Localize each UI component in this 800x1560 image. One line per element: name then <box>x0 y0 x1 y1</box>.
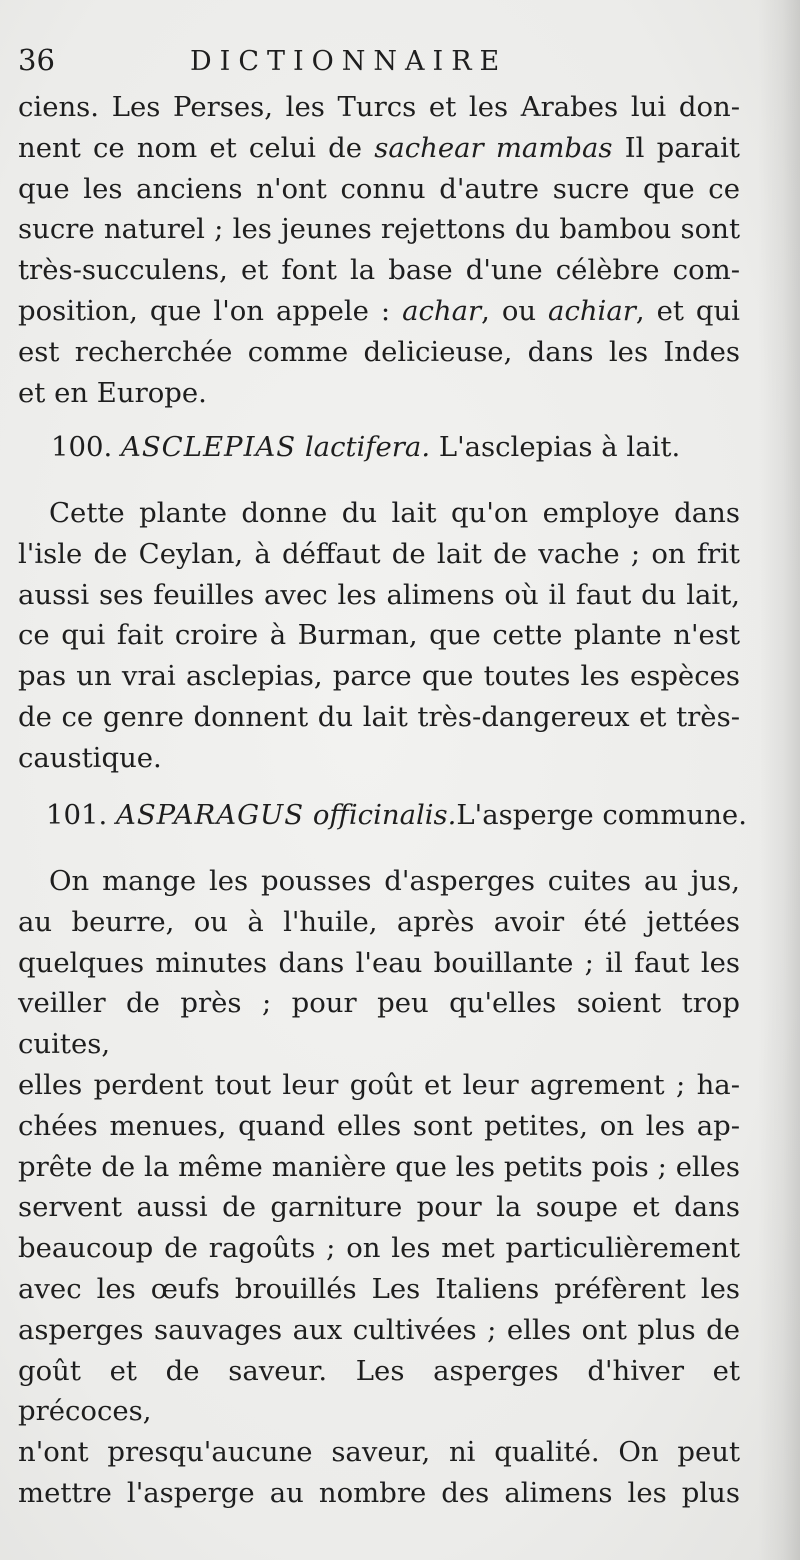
text-line: avec les œufs brouillés Les Italiens préfèrent les <box>18 1272 740 1305</box>
text-line: asperges sauvages aux cultivées ; elles ont plus de <box>18 1313 740 1346</box>
latin-genus: ASCLEPIAS <box>120 431 297 463</box>
text-line: très-succulens, et font la base d'une célèbre com- <box>18 254 740 287</box>
text-line: caustique. <box>18 741 162 774</box>
text-line: aussi ses feuilles avec les alimens où il faut du lait, <box>18 578 740 611</box>
paragraph-continuation <box>18 87 740 413</box>
text-line: nent ce nom et celui de sachear mambas Il parait <box>18 131 740 164</box>
text-line: Cette plante donne du lait qu'on employe dans <box>49 497 740 529</box>
paragraph-asparagus <box>18 861 740 1514</box>
entry-heading-101 <box>18 795 747 836</box>
italic-term: sachear mambas <box>374 131 613 164</box>
text-line: veiller de près ; pour peu qu'elles soient trop cuites, <box>18 987 740 1061</box>
text-line: On mange les pousses d'asperges cuites au jus, <box>49 865 740 897</box>
italic-term: achiar <box>548 294 636 327</box>
text-line: au beurre, ou à l'huile, après avoir été jettées <box>18 905 740 938</box>
text-line: que les anciens n'ont connu d'autre sucre que ce <box>18 172 740 205</box>
text-line: prête de la même manière que les petits pois ; elles <box>18 1150 740 1183</box>
italic-term: achar <box>402 294 482 327</box>
text-line: goût et de saveur. Les asperges d'hiver et précoces, <box>18 1354 740 1428</box>
latin-species: officinalis. <box>312 799 457 831</box>
common-name: L'asclepias à lait. <box>438 431 681 463</box>
text-line: position, que l'on appele : achar, ou achiar, et qui <box>18 294 740 327</box>
text-line: ciens. Les Perses, les Turcs et les Arabes lui don- <box>18 91 740 123</box>
text-line: sucre naturel ; les jeunes rejettons du bambou sont <box>18 213 740 246</box>
running-title: DICTIONNAIRE <box>190 46 508 77</box>
text-line: beaucoup de ragoûts ; on les met particulièrement <box>18 1232 740 1265</box>
page-edge-shadow <box>758 0 800 1560</box>
paragraph-asclepias <box>18 493 740 779</box>
text-line: elles perdent tout leur goût et leur agrement ; ha- <box>18 1068 740 1101</box>
text-line: n'ont presqu'aucune saveur, ni qualité. On peut <box>18 1436 740 1469</box>
text-line: chées menues, quand elles sont petites, on les ap- <box>18 1109 740 1142</box>
text-line: est recherchée comme delicieuse, dans les Indes <box>18 335 740 368</box>
text-line: quelques minutes dans l'eau bouillante ; il faut les <box>18 946 740 979</box>
latin-genus: ASPARAGUS <box>115 799 305 831</box>
text-line: et en Europe. <box>18 376 207 409</box>
entry-number: 101. <box>46 799 108 831</box>
text-line: l'isle de Ceylan, à déffaut de lait de vache ; on frit <box>18 537 740 570</box>
text-line: de ce genre donnent du lait très-dangereux et très- <box>18 700 740 733</box>
text-line: servent aussi de garniture pour la soupe et dans <box>18 1191 740 1224</box>
text-line: ce qui fait croire à Burman, que cette plante n'est <box>18 619 740 652</box>
latin-species: lactifera. <box>304 431 431 463</box>
text-line: pas un vrai asclepias, parce que toutes les espèces <box>18 660 740 693</box>
entry-number: 100. <box>51 431 113 463</box>
text-line: mettre l'asperge au nombre des alimens les plus <box>18 1476 740 1509</box>
common-name: L'asperge commune. <box>456 799 747 831</box>
page-header <box>18 40 738 80</box>
page-number: 36 <box>18 43 55 77</box>
entry-heading-100 <box>18 427 738 468</box>
